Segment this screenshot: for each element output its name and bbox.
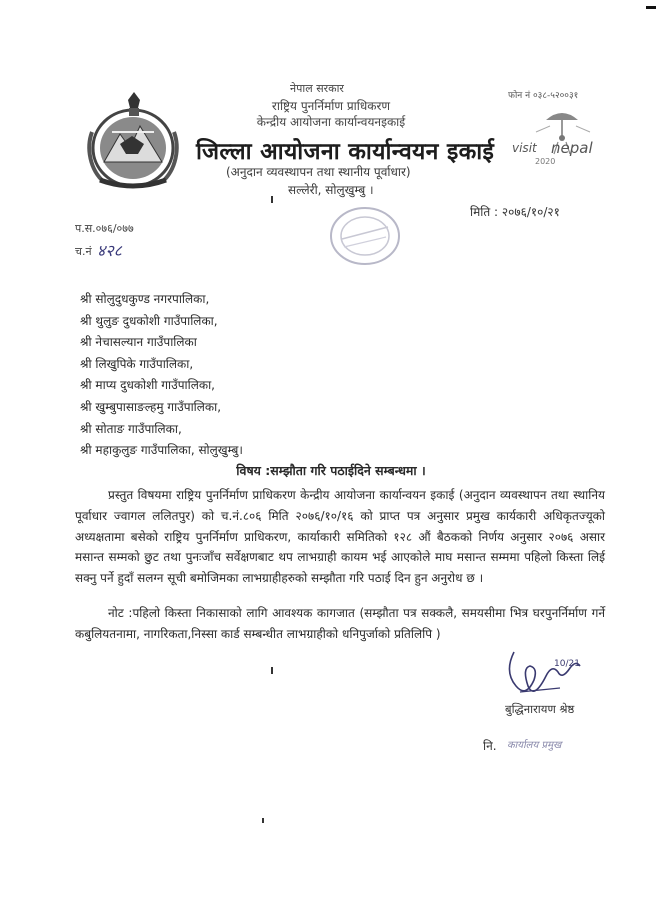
- visit-logo-nepal: nepal: [551, 139, 593, 157]
- note-paragraph: नोट :पहिलो किस्ता निकासाको लागि आवश्यक कागजात (सम्झौता पत्र सक्कलै, समयसीमा भित्र घरपुनर्निर्माण गर्ने कबुलियतनामा, नागरिकता,निस्सा कार्ड सम्बन्धीत लाभग्राहीको धनिपुर्जाको प्रतिलिपि ): [75, 606, 605, 641]
- scan-corner-mark: [646, 6, 656, 9]
- header-government: नेपाल सरकार: [290, 82, 344, 95]
- recipient-line: श्री सोताङ गाउँपालिका,: [80, 421, 182, 436]
- recipient-line: श्री खुम्बुपासाङल्हमु गाउँपालिका,: [80, 399, 222, 414]
- handwritten-signature-icon: [500, 646, 584, 702]
- visit-logo-year: 2020: [535, 157, 556, 166]
- body-paragraph: प्रस्तुत विषयमा राष्ट्रिय पुनर्निर्माण प्राधिकरण केन्द्रीय आयोजना कार्यान्वयन इकाई (अनुदान व्यवस्थापन तथा स्थानिय पूर्वाधार ज्वागल ललितपुर) को च.नं.८०६ मिति २०७६/१०/१६ को प्राप्त पत्र अनुसार प्रमुख कार्यकारी अधिकृतज्यूको अध्यक्षतामा बसेको राष्ट्रिय पुनर्निर्माण प्राधिकरण, कार्याकारी समितिको १२८ औं बैठकको निर्णय अनुसार २०७६ असार मसान्त सम्मको छुट तथा पुनःजाँच सर्वेक्षणबाट थप लाभग्राही कायम भई आएकोले माघ मसान्त सम्ममा पहिलो किस्ता लिई सक्नु पर्ने हुदाँ सलग्न सूची बमोजिमका लाभग्राहीहरुको सम्झौता गरि पठाई दिन हुन अनुरोध छ ।: [75, 488, 605, 586]
- recipient-line: श्री महाकुलुङ गाउँपालिका, सोलुखुम्बु।: [80, 443, 243, 458]
- recipient-line: श्री माप्य दुधकोशी गाउँपालिका,: [80, 378, 215, 393]
- header-central-unit: केन्द्रीय आयोजना कार्यान्वयनइकाई: [256, 115, 406, 129]
- recipient-line: श्री सोलुदुधकुण्ड नगरपालिका,: [80, 292, 210, 306]
- header-authority: राष्ट्रिय पुनर्निर्माण प्राधिकरण: [271, 99, 391, 113]
- recipient-list: [80, 289, 243, 462]
- letterhead-subtitle: (अनुदान व्यवस्थापन तथा स्थानीय पूर्वाधार): [226, 165, 411, 179]
- phone-number: फोन नं ०३८-५२००३१: [508, 91, 579, 101]
- signatory-title-prefix: नि.: [483, 739, 497, 753]
- reference-number: प.स.०७६/०७७: [75, 222, 134, 235]
- visit-logo-visit: visit: [512, 141, 537, 155]
- recipient-line: श्री नेचासल्यान गाउँपालिका: [80, 335, 197, 350]
- dispatch-label: च.नं: [75, 245, 92, 258]
- recipient-line: श्री लिखुपिके गाउँपालिका,: [80, 356, 194, 371]
- letterhead-title: जिल्ला आयोजना कार्यान्वयन इकाई: [196, 139, 495, 165]
- recipient-line: श्री थुलुङ दुधकोशी गाउँपालिका,: [80, 313, 218, 328]
- scan-mark: [271, 667, 273, 674]
- signatory-title-stamp: कार्यालय प्रमुख: [507, 740, 562, 751]
- dispatch-number-handwritten: ४२८: [97, 241, 122, 260]
- scan-mark: [262, 818, 264, 823]
- svg-text:10/21: 10/21: [554, 659, 580, 669]
- letter-date: मिति : २०७६/१०/२१: [470, 205, 560, 219]
- letterhead-address: सल्लेरी, सोलुखुम्बु ।: [288, 183, 374, 197]
- letter-subject: विषय :सम्झौता गरि पठाईदिने सम्बन्धमा ।: [236, 463, 426, 478]
- scan-mark: [271, 196, 273, 203]
- signatory-name: बुद्धिनारायण श्रेष्ठ: [505, 702, 575, 716]
- office-stamp-icon: [328, 205, 402, 267]
